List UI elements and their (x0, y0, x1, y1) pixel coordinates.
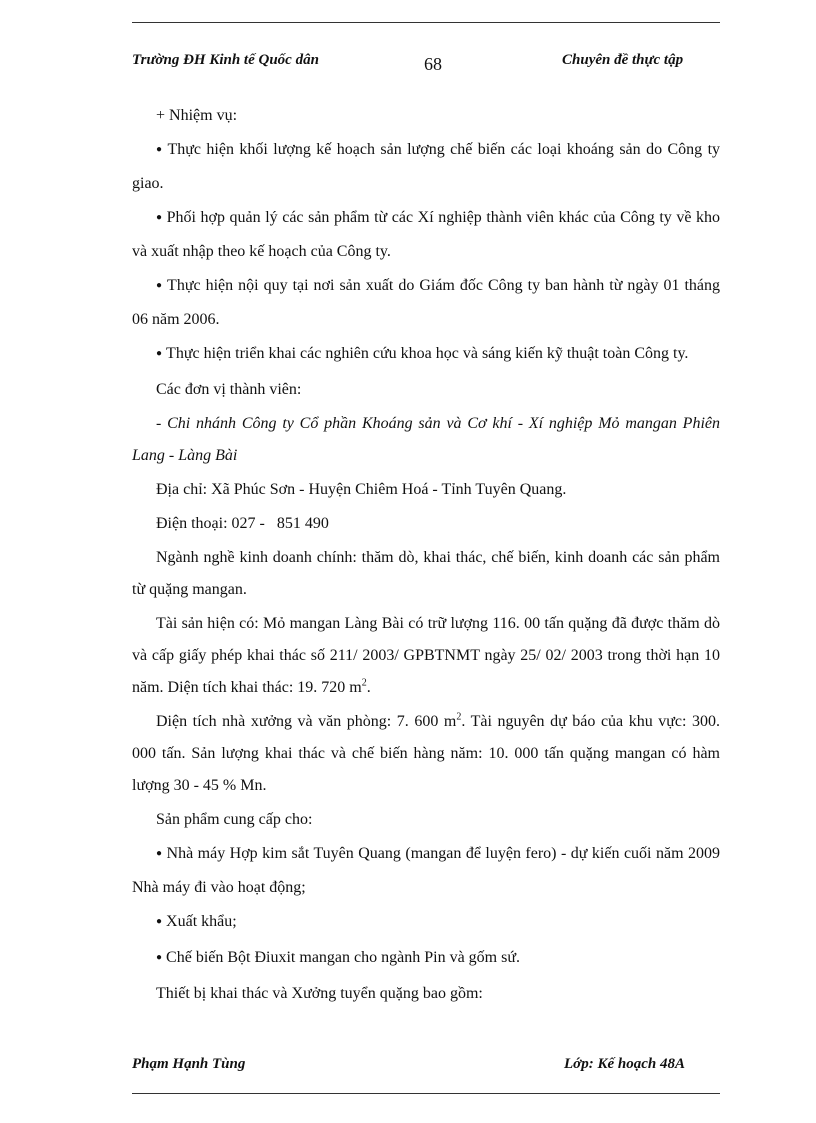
footer-class: Lớp: Kế hoạch 48A (564, 1056, 685, 1072)
supply-item-2-text: Xuất khẩu; (166, 913, 237, 930)
duty-item-1 (132, 134, 720, 200)
factory-paragraph (132, 706, 720, 802)
supply-item-3-text: Chế biến Bột Điuxit mangan cho ngành Pin và gốm sứ. (166, 949, 521, 966)
duty-item-3-text: Thực hiện nội quy tại nơi sản xuất do Giám đốc Công ty ban hành từ ngày 01 tháng 06 năm 2006. (132, 277, 721, 328)
footer-rule (132, 1093, 720, 1094)
header-school: Trường ĐH Kinh tế Quốc dân (132, 52, 319, 68)
factory-superscript: 2 (456, 711, 462, 723)
supply-item-1-text: Nhà máy Hợp kim sắt Tuyên Quang (mangan để luyện fero) - dự kiến cuối năm 2009 Nhà máy đi vào hoạt động; (132, 845, 720, 896)
supply-item-1 (132, 838, 720, 904)
footer-author: Phạm Hạnh Tùng (132, 1056, 246, 1072)
supply-heading: Sản phẩm cung cấp cho: (156, 811, 313, 828)
members-heading: Các đơn vị thành viên: (156, 381, 302, 398)
branch-name: - Chi nhánh Công ty Cổ phần Khoáng sản và Cơ khí - Xí nghiệp Mỏ mangan Phiên Lang - Làng Bài (132, 415, 720, 464)
supply-item-2 (132, 906, 720, 940)
factory-rest-text: . Tài nguyên dự báo của khu vực: 300. 000 tấn. Sản lượng khai thác và chế biến hàng năm: 10. 000 tấn quặng mangan có hàm lượng 30 - 45 % Mn. (132, 713, 721, 794)
duty-item-2 (132, 202, 720, 268)
assets-superscript: 2 (361, 677, 367, 689)
supply-item-3 (132, 942, 720, 976)
page-number: 68 (424, 54, 442, 74)
assets-text: Tài sản hiện có: Mỏ mangan Làng Bài có trữ lượng 116. 00 tấn quặng đã được thăm dò và cấp giấy phép khai thác số 211/ 2003/ GPBTNMT ngày 25/ 02/ 2003 trong thời hạn 10 năm. Diện tích khai thác: 19. 720 m (132, 615, 720, 696)
page-body (132, 100, 720, 1012)
duty-item-3 (132, 270, 720, 336)
factory-area-text: Diện tích nhà xưởng và văn phòng: 7. 600 m (156, 713, 457, 730)
duty-item-1-text: Thực hiện khối lượng kế hoạch sản lượng chế biến các loại khoáng sản do Công ty giao. (132, 141, 721, 192)
header-rule (132, 22, 720, 23)
header-report-type: Chuyên đề thực tập (562, 52, 684, 68)
branch-address: Địa chỉ: Xã Phúc Sơn - Huyện Chiêm Hoá - Tỉnh Tuyên Quang. (156, 481, 567, 498)
duty-item-2-text: Phối hợp quản lý các sản phẩm từ các Xí nghiệp thành viên khác của Công ty về kho và xuất nhập theo kế hoạch của Công ty. (132, 209, 720, 260)
equipment-heading: Thiết bị khai thác và Xưởng tuyển quặng bao gồm: (156, 985, 483, 1002)
duty-heading: + Nhiệm vụ: (156, 107, 238, 124)
assets-end: . (366, 679, 371, 696)
duty-item-4 (132, 338, 720, 372)
business-lines: Ngành nghề kinh doanh chính: thăm dò, khai thác, chế biến, kinh doanh các sản phẩm từ quặng mangan. (132, 549, 720, 598)
duty-item-4-text: Thực hiện triển khai các nghiên cứu khoa học và sáng kiến kỹ thuật toàn Công ty. (166, 345, 689, 362)
branch-phone: Điện thoại: 027 - 851 490 (156, 515, 329, 532)
assets-paragraph (132, 608, 720, 704)
